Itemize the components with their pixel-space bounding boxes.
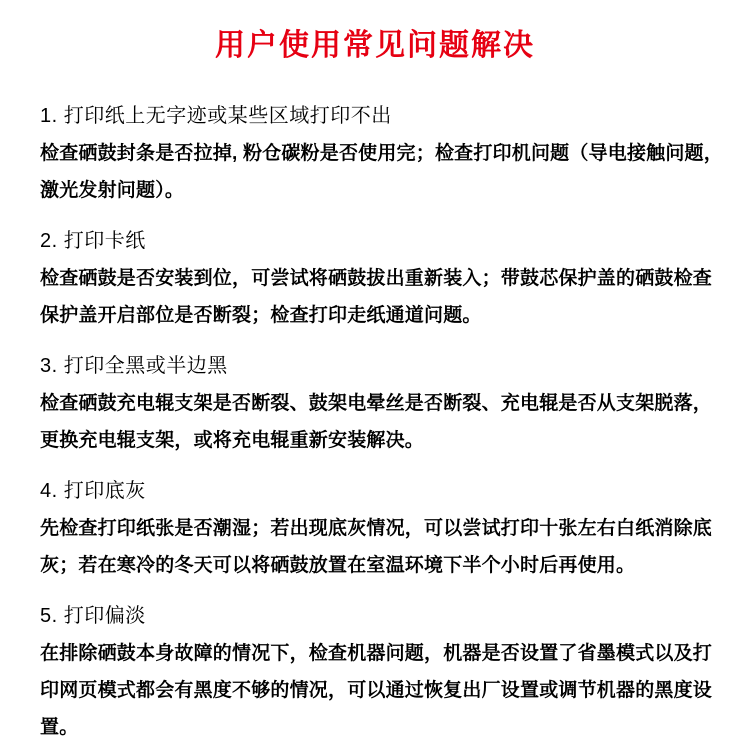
section-heading: 2. 打印卡纸	[40, 230, 146, 252]
faq-section-1	[40, 98, 723, 209]
faq-section-4	[40, 473, 713, 584]
section-heading: 4. 打印底灰	[40, 480, 146, 502]
section-body-line: 激光发射问题）。	[40, 180, 185, 201]
section-heading: 3. 打印全黑或半边黑	[40, 355, 228, 377]
page-title: 用户使用常见问题解决	[215, 29, 535, 62]
faq-section-3	[40, 348, 713, 459]
section-body-line: 检查硒鼓是否安装到位，可尝试将硒鼓拔出重新装入；带鼓芯保护盖的硒鼓检查	[40, 268, 713, 289]
section-heading: 1. 打印纸上无字迹或某些区域打印不出	[40, 105, 392, 127]
section-body-line: 置。	[40, 717, 79, 738]
section-body-line: 在排除硒鼓本身故障的情况下，检查机器问题，机器是否设置了省墨模式以及打	[40, 643, 713, 664]
faq-content	[0, 98, 750, 746]
faq-section-5	[40, 598, 713, 746]
faq-section-2	[40, 223, 713, 334]
section-body-line: 印网页模式都会有黑度不够的情况，可以通过恢复出厂设置或调节机器的黑度设	[40, 680, 713, 701]
section-body-line: 灰；若在寒冷的冬天可以将硒鼓放置在室温环境下半个小时后再使用。	[40, 555, 636, 576]
section-body-line: 先检查打印纸张是否潮湿；若出现底灰情况，可以尝试打印十张左右白纸消除底	[40, 518, 713, 539]
section-body-line: 更换充电辊支架，或将充电辊重新安装解决。	[40, 430, 425, 451]
section-body-line: 检查硒鼓封条是否拉掉, 粉仓碳粉是否使用完；检查打印机问题（导电接触问题，	[40, 143, 723, 164]
section-heading: 5. 打印偏淡	[40, 605, 146, 627]
section-body-line: 保护盖开启部位是否断裂；检查打印走纸通道问题。	[40, 305, 482, 326]
section-body-line: 检查硒鼓充电辊支架是否断裂、鼓架电晕丝是否断裂、充电辊是否从支架脱落，	[40, 393, 713, 414]
